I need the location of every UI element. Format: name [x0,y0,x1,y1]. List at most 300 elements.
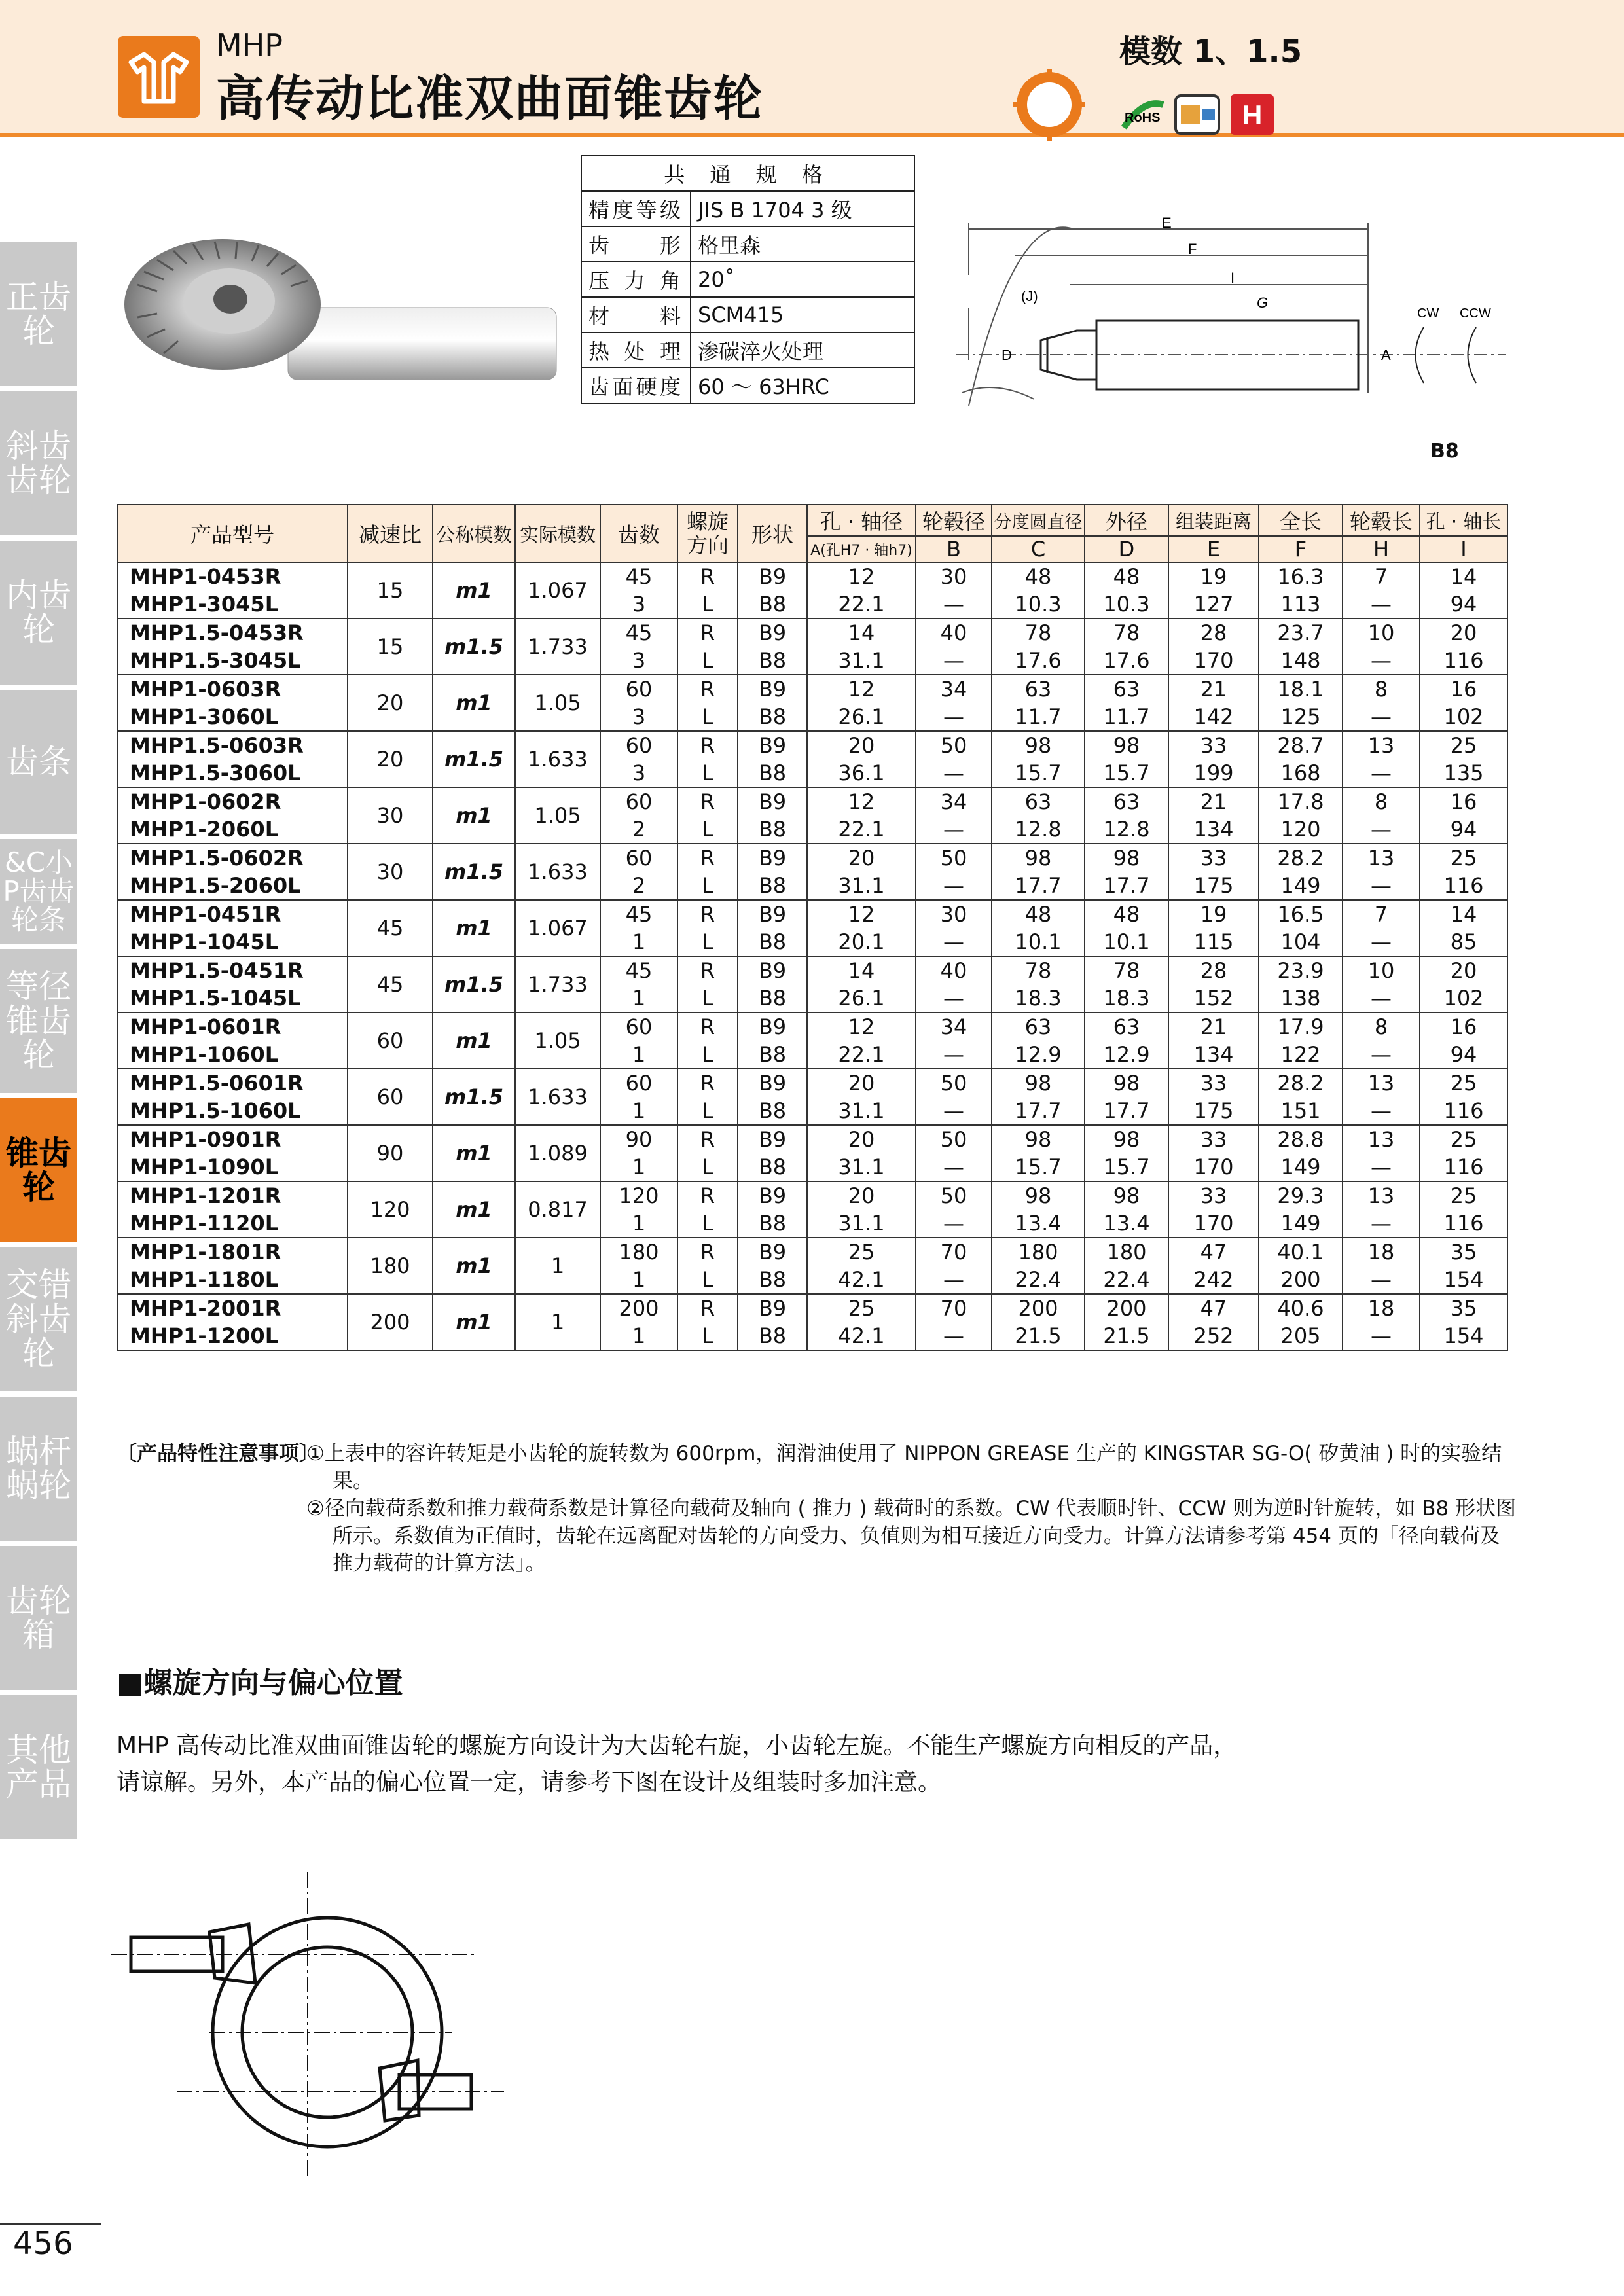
cell-teeth: 1 [600,1153,677,1181]
cell-total: 40.6 [1259,1294,1343,1322]
cell-hub: 50 [916,1125,992,1153]
cell-shape: B9 [738,619,807,647]
table-row [117,703,1507,731]
cell-pitch: 48 [992,562,1085,590]
cell-bore: 31.1 [807,647,916,675]
notes-label: 〔产品特性注意事项〕 [117,1442,319,1465]
cell-total: 149 [1259,1153,1343,1181]
cell-helix: R [677,1013,738,1041]
cell-od: 180 [1085,1238,1168,1266]
cell-ratio: 90 [348,1125,433,1181]
cell-mount: 115 [1168,928,1259,956]
cell-act: 1.05 [515,675,600,731]
cell-total: 168 [1259,759,1343,787]
cell-hublen: — [1343,590,1420,619]
tab-screw-gear[interactable]: 交错斜齿轮 [0,1247,77,1391]
cell-bore: 12 [807,787,916,816]
col-total-len: 全长 [1259,505,1343,536]
section-title: ■螺旋方向与偏心位置 [117,1666,403,1700]
cell-total: 28.2 [1259,844,1343,872]
cell-od: 15.7 [1085,1153,1168,1181]
cell-mod: m1 [433,1238,515,1294]
cell-shape: B8 [738,1266,807,1294]
cell-od: 98 [1085,1125,1168,1153]
tab-bevel-gear[interactable]: 锥齿轮 [0,1098,77,1242]
cell-model: MHP1-1060L [117,1041,348,1069]
cell-total: 16.3 [1259,562,1343,590]
cell-hublen: 8 [1343,675,1420,703]
col-pitch-dia: 分度圆直径 [992,505,1085,536]
cell-hublen: 10 [1343,956,1420,984]
cell-total: 149 [1259,1210,1343,1238]
cell-hub: — [916,1153,992,1181]
cell-shape: B8 [738,703,807,731]
rohs-badge [1121,92,1166,137]
cell-bore: 42.1 [807,1266,916,1294]
cell-hublen: — [1343,1097,1420,1125]
table-row [117,1153,1507,1181]
cell-shape: B9 [738,1125,807,1153]
material-icon [1173,92,1222,137]
cell-bore: 20.1 [807,928,916,956]
cell-teeth: 1 [600,1041,677,1069]
cell-borelen: 25 [1420,1181,1507,1210]
cell-ratio: 45 [348,956,433,1013]
cell-act: 1 [515,1238,600,1294]
cell-mount: 134 [1168,816,1259,844]
cell-total: 151 [1259,1097,1343,1125]
cell-teeth: 90 [600,1125,677,1153]
cell-total: 17.9 [1259,1013,1343,1041]
cell-hub: — [916,1210,992,1238]
tab-internal-gear[interactable]: 内齿轮 [0,541,77,685]
cell-shape: B8 [738,816,807,844]
tab-spur-gear[interactable]: 正齿轮 [0,242,77,386]
cell-hublen: — [1343,759,1420,787]
cell-mod: m1 [433,900,515,956]
col-letter-f: F [1259,536,1343,562]
cell-borelen: 20 [1420,619,1507,647]
cell-act: 1.05 [515,787,600,844]
col-hub-dia: 轮毂径 [916,505,992,536]
table-row [117,1266,1507,1294]
cell-teeth: 180 [600,1238,677,1266]
cell-model: MHP1.5-2060L [117,872,348,900]
table-row [117,1238,1507,1266]
cell-mount: 175 [1168,872,1259,900]
cell-helix: L [677,1210,738,1238]
cell-helix: L [677,928,738,956]
cell-pitch: 48 [992,900,1085,928]
cell-borelen: 85 [1420,928,1507,956]
cell-helix: L [677,759,738,787]
cell-ratio: 20 [348,675,433,731]
cell-mount: 175 [1168,1097,1259,1125]
cell-mod: m1.5 [433,1069,515,1125]
cell-pitch: 12.9 [992,1041,1085,1069]
cell-model: MHP1.5-0451R [117,956,348,984]
cell-helix: L [677,984,738,1013]
cell-od: 17.6 [1085,647,1168,675]
svg-text:A: A [1381,347,1391,363]
common-spec-table [581,155,915,404]
cell-teeth: 3 [600,703,677,731]
cell-teeth: 120 [600,1181,677,1210]
cell-act: 1.633 [515,1069,600,1125]
cell-helix: L [677,1266,738,1294]
cell-hublen: — [1343,984,1420,1013]
cell-ratio: 15 [348,562,433,619]
cell-shape: B8 [738,590,807,619]
col-mount-dist: 组装距离 [1168,505,1259,536]
cell-mod: m1 [433,1181,515,1238]
cell-helix: L [677,647,738,675]
cell-helix: L [677,703,738,731]
cell-borelen: 25 [1420,1069,1507,1097]
table-row [117,1041,1507,1069]
cell-helix: R [677,956,738,984]
cell-mount: 199 [1168,759,1259,787]
section-body: MHP 高传动比准双曲面锥齿轮的螺旋方向设计为大齿轮右旋，小齿轮左旋。不能生产螺旋方向相反的产品，请谅解。另外，本产品的偏心位置一定，请参考下图在设计及组装时多加注意。 [117,1732,1237,1796]
table-row [117,675,1507,703]
cell-mount: 152 [1168,984,1259,1013]
tab-cp-rack[interactable]: &C小P齿齿轮条 [0,839,77,944]
cell-bore: 14 [807,956,916,984]
cell-teeth: 1 [600,928,677,956]
cell-mod: m1 [433,1125,515,1181]
cell-mount: 28 [1168,619,1259,647]
cell-hublen: 13 [1343,1181,1420,1210]
cell-shape: B8 [738,928,807,956]
col-actual-module: 实际模数 [515,505,600,562]
cell-ratio: 60 [348,1069,433,1125]
cell-pitch: 98 [992,731,1085,759]
cell-bore: 20 [807,1069,916,1097]
svg-text:(J): (J) [1021,288,1038,304]
spec-value: 渗碳淬火处理 [691,332,914,368]
cell-hub: — [916,1266,992,1294]
cell-bore: 26.1 [807,984,916,1013]
cell-bore: 22.1 [807,590,916,619]
cell-shape: B9 [738,731,807,759]
cell-od: 22.4 [1085,1266,1168,1294]
cell-pitch: 15.7 [992,759,1085,787]
cell-od: 98 [1085,731,1168,759]
cell-mod: m1 [433,562,515,619]
cell-borelen: 116 [1420,1097,1507,1125]
cell-bore: 20 [807,1125,916,1153]
cell-mount: 170 [1168,647,1259,675]
cell-total: 16.5 [1259,900,1343,928]
spec-value: 20˚ [691,262,914,297]
cell-shape: B8 [738,1210,807,1238]
cell-teeth: 2 [600,872,677,900]
cell-helix: L [677,1041,738,1069]
product-spec-table [117,504,1508,1351]
cell-teeth: 60 [600,731,677,759]
cell-mod: m1 [433,1294,515,1350]
cell-mount: 252 [1168,1322,1259,1350]
cell-act: 1 [515,1294,600,1350]
cell-borelen: 94 [1420,1041,1507,1069]
col-nominal-module: 公称模数 [433,505,515,562]
cell-total: 148 [1259,647,1343,675]
cell-model: MHP1-1200L [117,1322,348,1350]
cell-helix: R [677,619,738,647]
cell-hub: 50 [916,1069,992,1097]
cell-pitch: 22.4 [992,1266,1085,1294]
cell-hublen: — [1343,1266,1420,1294]
cell-teeth: 60 [600,675,677,703]
cell-od: 17.7 [1085,1097,1168,1125]
cell-mount: 21 [1168,675,1259,703]
cell-teeth: 1 [600,1266,677,1294]
cell-model: MHP1.5-0602R [117,844,348,872]
col-teeth: 齿数 [600,505,677,562]
cell-mount: 33 [1168,1069,1259,1097]
col-letter-h: H [1343,536,1420,562]
cell-hublen: — [1343,1041,1420,1069]
cell-helix: R [677,1125,738,1153]
table-row [117,590,1507,619]
cell-od: 63 [1085,1013,1168,1041]
cell-teeth: 1 [600,1322,677,1350]
cell-mod: m1 [433,787,515,844]
cell-teeth: 1 [600,984,677,1013]
cell-od: 21.5 [1085,1322,1168,1350]
tab-miter-gear[interactable]: 等径锥齿轮 [0,949,77,1093]
spec-label: 热处理 [581,332,691,368]
cell-hub: — [916,759,992,787]
cell-act: 1.633 [515,731,600,787]
cell-bore: 12 [807,1013,916,1041]
tab-rack[interactable]: 齿条 [0,690,77,834]
spec-label: 精度等级 [581,191,691,226]
cell-pitch: 98 [992,1181,1085,1210]
table-row [117,1210,1507,1238]
cell-pitch: 13.4 [992,1210,1085,1238]
tab-other-products[interactable]: 其他产品 [0,1695,77,1839]
module-label: 模数 1、1.5 [1119,33,1303,70]
cell-pitch: 78 [992,956,1085,984]
tab-helical-gear[interactable]: 斜齿齿轮 [0,391,77,535]
cell-borelen: 20 [1420,956,1507,984]
table-row [117,759,1507,787]
cell-teeth: 60 [600,1069,677,1097]
cell-pitch: 10.1 [992,928,1085,956]
cell-ratio: 20 [348,731,433,787]
cell-total: 28.7 [1259,731,1343,759]
table-row [117,647,1507,675]
cell-borelen: 102 [1420,703,1507,731]
cell-od: 98 [1085,844,1168,872]
cell-od: 78 [1085,619,1168,647]
cell-mod: m1.5 [433,844,515,900]
cell-hublen: 18 [1343,1294,1420,1322]
cell-teeth: 200 [600,1294,677,1322]
cell-mount: 19 [1168,562,1259,590]
header-rule [0,133,1624,137]
cell-borelen: 135 [1420,759,1507,787]
cell-mount: 21 [1168,787,1259,816]
table-row [117,816,1507,844]
cell-mount: 33 [1168,844,1259,872]
col-ratio: 减速比 [348,505,433,562]
cell-act: 1.633 [515,844,600,900]
cell-helix: R [677,562,738,590]
cell-teeth: 3 [600,647,677,675]
cell-total: 138 [1259,984,1343,1013]
cell-bore: 20 [807,1181,916,1210]
cell-od: 98 [1085,1181,1168,1210]
cell-shape: B8 [738,759,807,787]
page-rule [0,2223,101,2225]
cell-hub: 70 [916,1238,992,1266]
svg-text:D: D [1001,347,1012,363]
cell-hub: 34 [916,1013,992,1041]
cell-pitch: 10.3 [992,590,1085,619]
col-outer-dia: 外径 [1085,505,1168,536]
cell-shape: B9 [738,675,807,703]
cell-mount: 33 [1168,1181,1259,1210]
cell-borelen: 35 [1420,1294,1507,1322]
col-hub-len: 轮毂长 [1343,505,1420,536]
cell-od: 13.4 [1085,1210,1168,1238]
cell-bore: 20 [807,844,916,872]
cell-teeth: 3 [600,759,677,787]
cell-od: 48 [1085,900,1168,928]
cell-hublen: — [1343,1210,1420,1238]
series-code: MHP [216,27,283,63]
tab-gearbox[interactable]: 齿轮箱 [0,1546,77,1690]
product-notes [117,1440,1517,1577]
cell-hub: 50 [916,844,992,872]
cell-pitch: 17.7 [992,872,1085,900]
cell-hub: 70 [916,1294,992,1322]
cell-helix: L [677,816,738,844]
cell-od: 17.7 [1085,872,1168,900]
spec-value: JIS B 1704 3 级 [691,191,914,226]
spec-value: SCM415 [691,297,914,332]
cell-total: 40.1 [1259,1238,1343,1266]
cell-hublen: 18 [1343,1238,1420,1266]
cell-mod: m1.5 [433,731,515,787]
shape-label: B8 [1430,440,1459,463]
gear-logo-icon [118,36,200,118]
cell-hublen: 10 [1343,619,1420,647]
cell-teeth: 60 [600,844,677,872]
cell-model: MHP1-3060L [117,703,348,731]
table-row [117,956,1507,984]
cell-ratio: 60 [348,1013,433,1069]
gear-badge-icon [1013,69,1085,141]
svg-text:RoHS: RoHS [1125,111,1161,125]
spec-value: 60 ～ 63HRC [691,368,914,403]
cell-ratio: 30 [348,787,433,844]
table-row [117,731,1507,759]
cell-helix: R [677,1181,738,1210]
cell-model: MHP1-0453R [117,562,348,590]
cell-od: 12.9 [1085,1041,1168,1069]
spec-table-title: 共 通 规 格 [581,156,914,191]
cell-mount: 33 [1168,1125,1259,1153]
cell-hub: — [916,984,992,1013]
cell-shape: B9 [738,787,807,816]
cell-shape: B8 [738,872,807,900]
cell-model: MHP1-0601R [117,1013,348,1041]
table-row [117,787,1507,816]
cell-model: MHP1-0603R [117,675,348,703]
cell-model: MHP1.5-1060L [117,1097,348,1125]
cell-od: 63 [1085,675,1168,703]
b8-dimension-drawing [956,209,1506,406]
cell-mount: 28 [1168,956,1259,984]
col-model: 产品型号 [117,505,348,562]
cell-hublen: — [1343,1153,1420,1181]
helix-eccentric-drawing [111,1872,517,2179]
cell-pitch: 21.5 [992,1322,1085,1350]
cell-borelen: 116 [1420,872,1507,900]
cell-mount: 127 [1168,590,1259,619]
svg-text:CCW: CCW [1460,306,1491,321]
cell-pitch: 63 [992,1013,1085,1041]
table-row [117,1097,1507,1125]
cell-model: MHP1.5-3060L [117,759,348,787]
cell-shape: B8 [738,1153,807,1181]
cell-shape: B8 [738,647,807,675]
cell-hublen: 8 [1343,1013,1420,1041]
tab-worm-gear[interactable]: 蜗杆蜗轮 [0,1397,77,1541]
cell-bore: 25 [807,1294,916,1322]
cell-total: 17.8 [1259,787,1343,816]
svg-text:I: I [1231,270,1235,286]
cell-bore: 12 [807,675,916,703]
cell-hublen: 13 [1343,844,1420,872]
cell-hub: 40 [916,956,992,984]
cell-mount: 134 [1168,1041,1259,1069]
cell-helix: L [677,872,738,900]
spec-label: 齿形 [581,226,691,262]
cell-mount: 21 [1168,1013,1259,1041]
svg-text:CW: CW [1417,306,1439,321]
cell-helix: R [677,731,738,759]
cell-od: 200 [1085,1294,1168,1322]
cell-borelen: 116 [1420,1153,1507,1181]
cell-helix: L [677,1322,738,1350]
cell-helix: R [677,844,738,872]
cell-mod: m1 [433,1013,515,1069]
cell-bore: 31.1 [807,1097,916,1125]
svg-text:E: E [1162,215,1172,231]
cell-hub: 34 [916,675,992,703]
svg-text:F: F [1188,241,1197,257]
cell-ratio: 30 [348,844,433,900]
cell-total: 149 [1259,872,1343,900]
cell-model: MHP1-1180L [117,1266,348,1294]
svg-text:H: H [1242,99,1263,130]
cell-shape: B9 [738,1238,807,1266]
cell-model: MHP1.5-0603R [117,731,348,759]
page-number: 456 [13,2225,73,2262]
note-item: ①上表中的容许转矩是小齿轮的旋转数为 600rpm，润滑油使用了 NIPPON GREASE 生产的 KINGSTAR SG-O( 矽黄油 ) 时的实验结果。 [306,1442,1502,1493]
cell-hub: — [916,928,992,956]
note-item: ②径向载荷系数和推力载荷系数是计算径向载荷及轴向 ( 推力 ) 载荷时的系数。CW 代表顺时针、CCW 则为逆时针旋转，如 B8 形状图所示。系数值为正值时，齿轮在远离配对齿轮的方向受力、负值则为相互接近方向受力。计算方法请参考第 454 页的「径向载荷及推力载荷的计算方法」。 [306,1497,1517,1575]
cell-total: 29.3 [1259,1181,1343,1210]
cell-pitch: 200 [992,1294,1085,1322]
cell-mod: m1.5 [433,956,515,1013]
cell-hub: 40 [916,619,992,647]
cell-bore: 14 [807,619,916,647]
